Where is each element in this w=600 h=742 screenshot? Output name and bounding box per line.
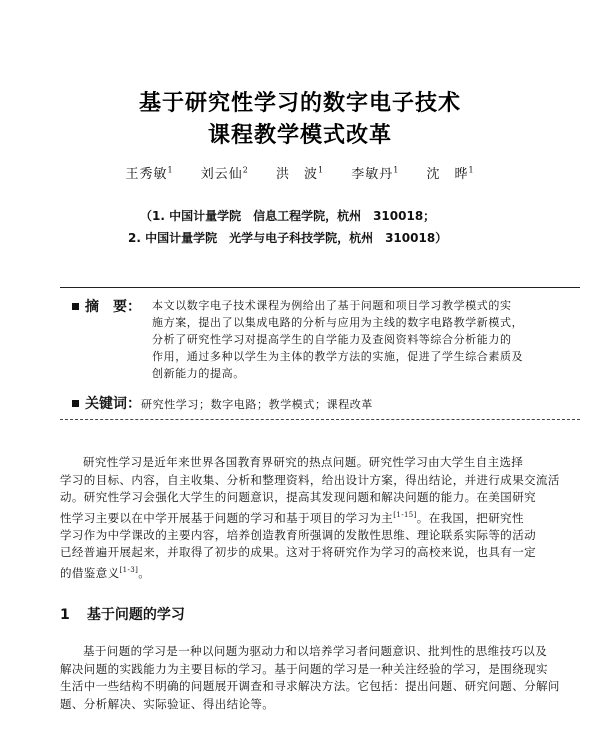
affiliation-line2: 2. 中国计量学院 光学与电子科技学院，杭州 310018） [128,231,448,245]
intro-line: 性学习主要以在中学开展基于问题的学习和基于项目的学习为主[1-15]。在我国，把研究性 [60,510,524,525]
abstract-line: 创新能力的提高。 [152,367,245,380]
paper-title-line2: 课程教学模式改革 [207,123,392,148]
section1-line: 基于问题的学习是一种以问题为驱动力和以培养学习者问题意识、批判性的思维技巧以及 [83,644,548,658]
abstract-line: 本文以数字电子技术课程为例给出了基于问题和项目学习教学模式的实 [152,299,512,312]
bullet-square-icon [72,303,79,310]
abstract-body [152,297,582,382]
intro-line: 的借鉴意义[1-3]。 [60,565,151,580]
section1-line: 题、分析解决、实际验证、得出结论等。 [60,696,275,711]
author-list [0,163,600,182]
intro-line: 研究性学习是近年来世界各国教育界研究的热点问题。研究性学习由大学生自主选择 [83,455,524,469]
author: 沈 晔$^1$ [426,165,475,182]
abstract-top-rule [60,287,580,288]
author: 洪 波$^1$ [275,165,325,182]
author: 王秀敏$^1$ [125,165,174,182]
intro-line: 已经普遍开展起来，并取得了初步的成果。这对于将研究作为学习的高校来说，也具有一定 [60,545,536,560]
intro-line: 学习的目标、内容，自主收集、分析和整理资料，给出设计方案，得出结论，并进行成果交流活 [60,472,560,487]
bullet-square-icon [72,400,79,407]
abstract-line: 施方案，提出了以集成电路的分析与应用为主线的数字电路教学新模式， [152,316,524,329]
author: 李敏丹$^1$ [351,165,400,182]
intro-paragraph [60,454,582,582]
section-title: 基于问题的学习 [86,607,185,623]
citation: [1-3] [119,565,139,574]
intro-line: 动。研究性学习会强化大学生的问题意识，提高其发现问题和解决问题的能力。在美国研究 [60,490,536,504]
paper-title-line1: 基于研究性学习的数字电子技术 [138,91,461,116]
citation: [1-15] [393,510,417,519]
keywords-text: 研究性学习；数字电路；教学模式；课程改革 [141,398,373,411]
section-number: 1 [60,607,70,623]
section1-line: 生活中一些结构不明确的问题展开调查和寻求解决方法。它包括：提出问题、研究问题、分解问 [60,679,560,693]
abstract-bottom-rule [60,419,580,420]
keywords-label: 关键词： [85,396,141,412]
section1-paragraph [60,643,582,713]
affiliation-line1: （1. 中国计量学院 信息工程学院，杭州 310018； [140,209,436,223]
intro-line: 学习作为中学课改的主要内容，培养创造教育所强调的发散性思维、理论联系实际等的活动 [60,527,536,542]
author: 刘云仙$^2$ [200,165,249,182]
abstract-label: 摘 要： [85,299,141,315]
keywords-row [72,393,373,413]
abstract-line: 分析了研究性学习对提高学生的自学能力及查阅资料等综合分析能力的 [152,333,512,346]
abstract-label-box [72,296,152,316]
section-heading [60,604,185,624]
section1-line: 解决问题的实践能力为主要目标的学习。基于问题的学习是一种关注经验的学习，是围绕现实 [60,661,548,676]
abstract-line: 作用，通过多种以学生为主体的教学方法的实施，促进了学生综合素质及 [152,350,524,363]
